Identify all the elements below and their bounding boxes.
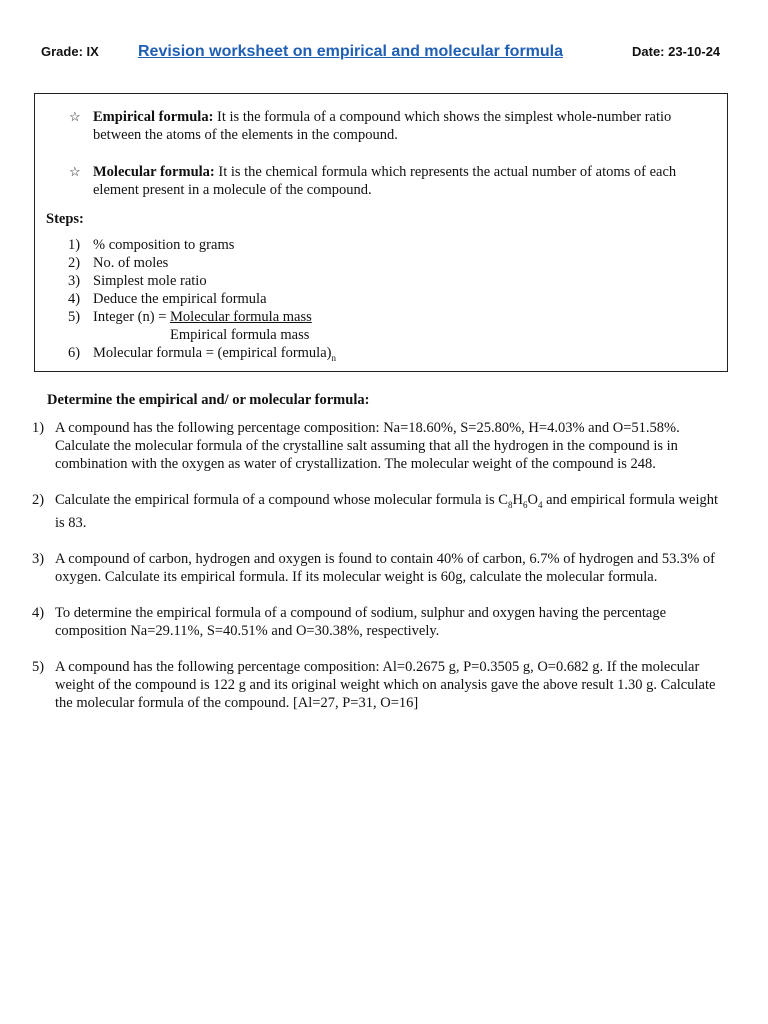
question-item (32, 604, 728, 640)
step-text: Simplest mole ratio (93, 273, 207, 289)
list-item (68, 308, 336, 344)
definitions-box (34, 93, 728, 372)
date-label: Date: 23-10-24 (632, 44, 721, 59)
question-item (32, 491, 728, 532)
step-number: 5) (68, 309, 81, 325)
question-text: To determine the empirical formula of a compound of sodium, sulphur and oxygen having the percentage composition Na=29.11%, S=40.51% and O=30.38%, respectively. (55, 604, 667, 639)
question-number: 1) (32, 420, 45, 436)
step-text: No. of moles (93, 255, 169, 271)
question-text: A compound has the following percentage composition: Al=0.2675 g, P=0.3505 g, O=0.682 g. If the molecular weight of the compound is 122 g and its original weight which on analysis gave the above result 1.30 g. Calculate the molecular formula of the compound. [Al=27, P=31, O=16] (55, 658, 716, 711)
star-outline-icon: ☆ (69, 164, 81, 179)
list-item (68, 272, 336, 290)
subscript: 4 (537, 499, 543, 510)
list-item (68, 236, 336, 254)
subscript: n (331, 352, 336, 363)
definition-empirical (69, 108, 723, 144)
fraction-numerator: Molecular formula mass (170, 309, 312, 325)
questions-heading: Determine the empirical and/ or molecular formula: (47, 392, 370, 408)
question-item (32, 419, 728, 473)
page-title: Revision worksheet on empirical and molecular formula (138, 43, 564, 60)
subscript: 6 (522, 499, 528, 510)
formula-element: O (527, 492, 538, 508)
definition-text: It is the formula of a compound which shows the simplest whole-number ratio between the atoms of the elements in the compound. (93, 109, 672, 143)
question-text: and empirical formula weight is 83. (55, 492, 719, 531)
step-number: 3) (68, 273, 81, 289)
step-number: 1) (68, 237, 81, 253)
subscript: 8 (507, 499, 513, 510)
steps-list (68, 236, 336, 362)
formula-element: H (512, 492, 523, 508)
question-text: A compound has the following percentage composition: Na=18.60%, S=25.80%, H=4.03% and O=51.58%. Calculate the molecular formula of the crystalline salt assuming that all the hydrogen in the compound is in combination with the oxygen as water of crystallization. The molecular weight of the compound is 248. (55, 420, 680, 472)
step-number: 4) (68, 291, 81, 307)
question-item (32, 658, 728, 712)
question-number: 4) (32, 604, 45, 621)
question-text: A compound of carbon, hydrogen and oxygen is found to contain 40% of carbon, 6.7% of hydrogen and 53.3% of oxygen. Calculate its empirical formula. If its molecular weight is 60g, calculate the molecular formula. (55, 550, 716, 585)
grade-label: Grade: IX (41, 44, 99, 59)
list-item (68, 290, 336, 308)
steps-heading: Steps: (46, 211, 84, 227)
fraction (170, 308, 312, 344)
step-text: Molecular formula = (empirical formula) (93, 345, 332, 361)
question-number: 5) (32, 658, 45, 675)
questions-list (32, 419, 728, 730)
fraction-denominator: Empirical formula mass (170, 327, 310, 343)
definition-molecular (69, 163, 723, 199)
step-text: Deduce the empirical formula (93, 291, 267, 307)
star-outline-icon: ☆ (69, 109, 81, 124)
step-text: Integer (n) = (93, 309, 171, 325)
question-item (32, 550, 728, 586)
definition-text: It is the chemical formula which represents the actual number of atoms of each element present in a molecule of the compound. (93, 164, 677, 198)
step-number: 6) (68, 345, 81, 361)
definition-term: Empirical formula: (93, 109, 214, 125)
question-text: Calculate the empirical formula of a compound whose molecular formula is C (55, 492, 508, 508)
step-text: % composition to grams (93, 237, 235, 253)
step-number: 2) (68, 255, 81, 271)
list-item (68, 254, 336, 272)
list-item (68, 344, 336, 362)
question-number: 3) (32, 550, 45, 567)
question-number: 2) (32, 492, 45, 508)
definition-term: Molecular formula: (93, 164, 215, 180)
